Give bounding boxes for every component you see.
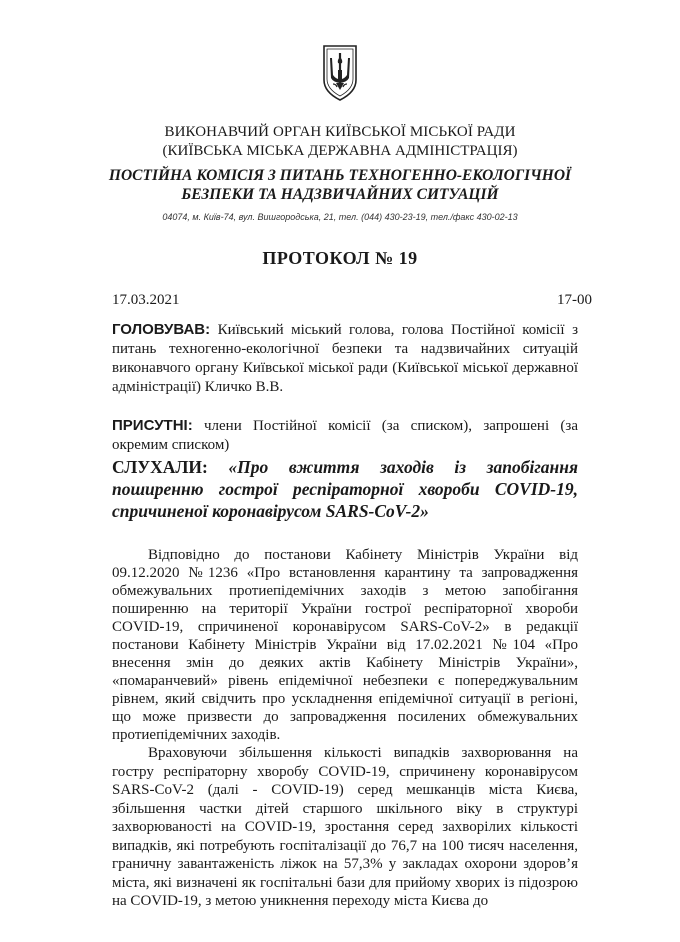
heard-label: СЛУХАЛИ:	[112, 457, 208, 477]
org-name-line2: (КИЇВСЬКА МІСЬКА ДЕРЖАВНА АДМІНІСТРАЦІЯ)	[162, 143, 518, 159]
heard-section	[112, 456, 578, 522]
body-paragraph-1: Відповідно до постанови Кабінету Міністрів України від 09.12.2020 №1236 «Про встановлення карантину та запровадження обмежувальних протиепідемічних заходів з метою запобігання поширенню на території України гострої респіраторної хвороби COVID-19, спричиненої коронавірусом SARS-CoV-2» в редакції постанови Кабінету Міністрів України від 17.02.2021 №104 «Про внесення змін до деяких актів Кабінету Міністрів України», «помаранчевий» рівень епідемічної небезпеки є попереджувальним рівнем, який свідчить про ускладнення епідемічної ситуації в регіоні, що може призвести до запровадження посилених обмежувальних протиепідемічних заходів.	[112, 547, 578, 743]
chair-text: Київський міський голова, голова Постійної комісії з питань техногенно-екологічної безпеки та надзвичайних ситуацій виконавчого органу Київської міської ради (Київської міської державної адміністрації) Кличко В.В.	[112, 322, 578, 395]
chair-section	[112, 320, 578, 397]
present-label: ПРИСУТНІ:	[112, 417, 193, 434]
meeting-date: 17.03.2021	[112, 292, 180, 308]
present-text: члени Постійної комісії (за списком), запрошені (за окремим списком)	[112, 418, 578, 453]
commission-name-line1: ПОСТІЙНА КОМІСІЯ З ПИТАНЬ ТЕХНОГЕННО-ЕКОЛОГІЧНОЇ	[108, 167, 572, 184]
meeting-time: 17-00	[557, 292, 592, 308]
chair-label: ГОЛОВУВАВ:	[112, 321, 211, 338]
org-address: 04074, м. Київ-74, вул. Вишгородська, 21, тел. (044) 430-23-19, тел./факс 430-02-13	[162, 212, 518, 222]
body-paragraph-2: Враховуючи збільшення кількості випадків захворювання на гостру респіраторну хворобу COVID-19, спричинену коронавірусом SARS-CoV-2 (далі - COVID-19) серед мешканців міста Києва, збільшення частки дітей старшого шкільного віку в структурі захворюваності на COVID-19, зростання серед захворілих кількості випадків, які потребують госпіталізації до 76,7 на 100 тисяч населення, граничну завантаженість ліжок на 57,3% у закладах охорони здоров’я міста, які визначені як госпітальні бази для прийому хворих із підозрою на COVID-19, з метою уникнення переходу міста Києва до	[112, 745, 578, 909]
heard-topic: «Про вжиття заходів із запобігання поширенню гострої респіраторної хвороби COVID-19, спричиненої коронавірусом SARS-CoV-2»	[112, 457, 578, 521]
org-name-line1: ВИКОНАВЧИЙ ОРГАН КИЇВСЬКОЇ МІСЬКОЇ РАДИ	[164, 124, 516, 140]
document-title: ПРОТОКОЛ № 19	[262, 248, 418, 268]
present-section	[112, 416, 578, 455]
commission-name-line2: БЕЗПЕКИ ТА НАДЗВИЧАЙНИХ СИТУАЦІЙ	[181, 186, 499, 203]
ukraine-trident-emblem-icon	[321, 44, 359, 102]
